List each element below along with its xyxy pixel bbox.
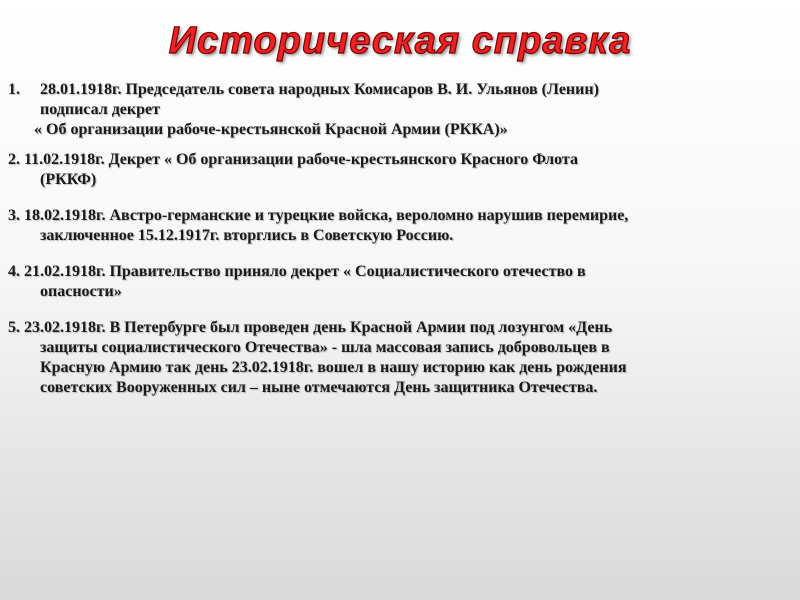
list-item-line: подписал декрет (40, 101, 160, 118)
list-item-line (8, 262, 790, 282)
list-item-line: защиты социалистического Отечества» - шла массовая запись добровольцев в (40, 339, 610, 356)
list-item-text: 23.02.1918г. В Петербурге был проведен день Красной Армии под лозунгом «День (24, 319, 613, 336)
list-item-text: 21.02.1918г. Правительство приняло декрет « Социалистического отечество в (24, 263, 586, 280)
list-item-number: 2. (8, 151, 20, 168)
list-item (8, 80, 790, 140)
list-item-text: 11.02.1918г. Декрет « Об организации рабоче-крестьянского Красного Флота (24, 151, 578, 168)
list-item-text: 18.02.1918г. Австро-германские и турецкие войска, вероломно нарушив перемирие, (24, 207, 629, 224)
list-item-line (8, 318, 790, 338)
list-item-number: 4. (8, 263, 20, 280)
list-item (8, 262, 790, 302)
list-item-line: Красную Армию так день 23.02.1918г. вошел в нашу историю как день рождения (40, 359, 627, 376)
list-item-line: « Об организации рабоче-крестьянской Красной Армии (РККА)» (34, 121, 508, 138)
list-item (8, 150, 790, 190)
list-item-line (8, 206, 790, 226)
list-item (8, 318, 790, 398)
slide-title: Историческая справка (168, 20, 632, 62)
list-item (8, 206, 790, 246)
list-item-number: 5. (8, 319, 20, 336)
list-item-line: (РККФ) (40, 171, 97, 188)
list-item-line: советских Вооруженных сил – ныне отмечаются День защитника Отечества. (40, 379, 598, 396)
facts-list (8, 80, 790, 414)
list-item-line: 28.01.1918г. Председатель совета народных Комисаров В. И. Ульянов (Ленин) (40, 81, 599, 98)
list-item-line: заключенное 15.12.1917г. вторглись в Советскую Россию. (40, 227, 454, 244)
list-item-line (8, 150, 790, 170)
list-item-number: 1. (8, 81, 20, 98)
list-item-line: опасности» (40, 283, 122, 300)
list-item-number: 3. (8, 207, 20, 224)
